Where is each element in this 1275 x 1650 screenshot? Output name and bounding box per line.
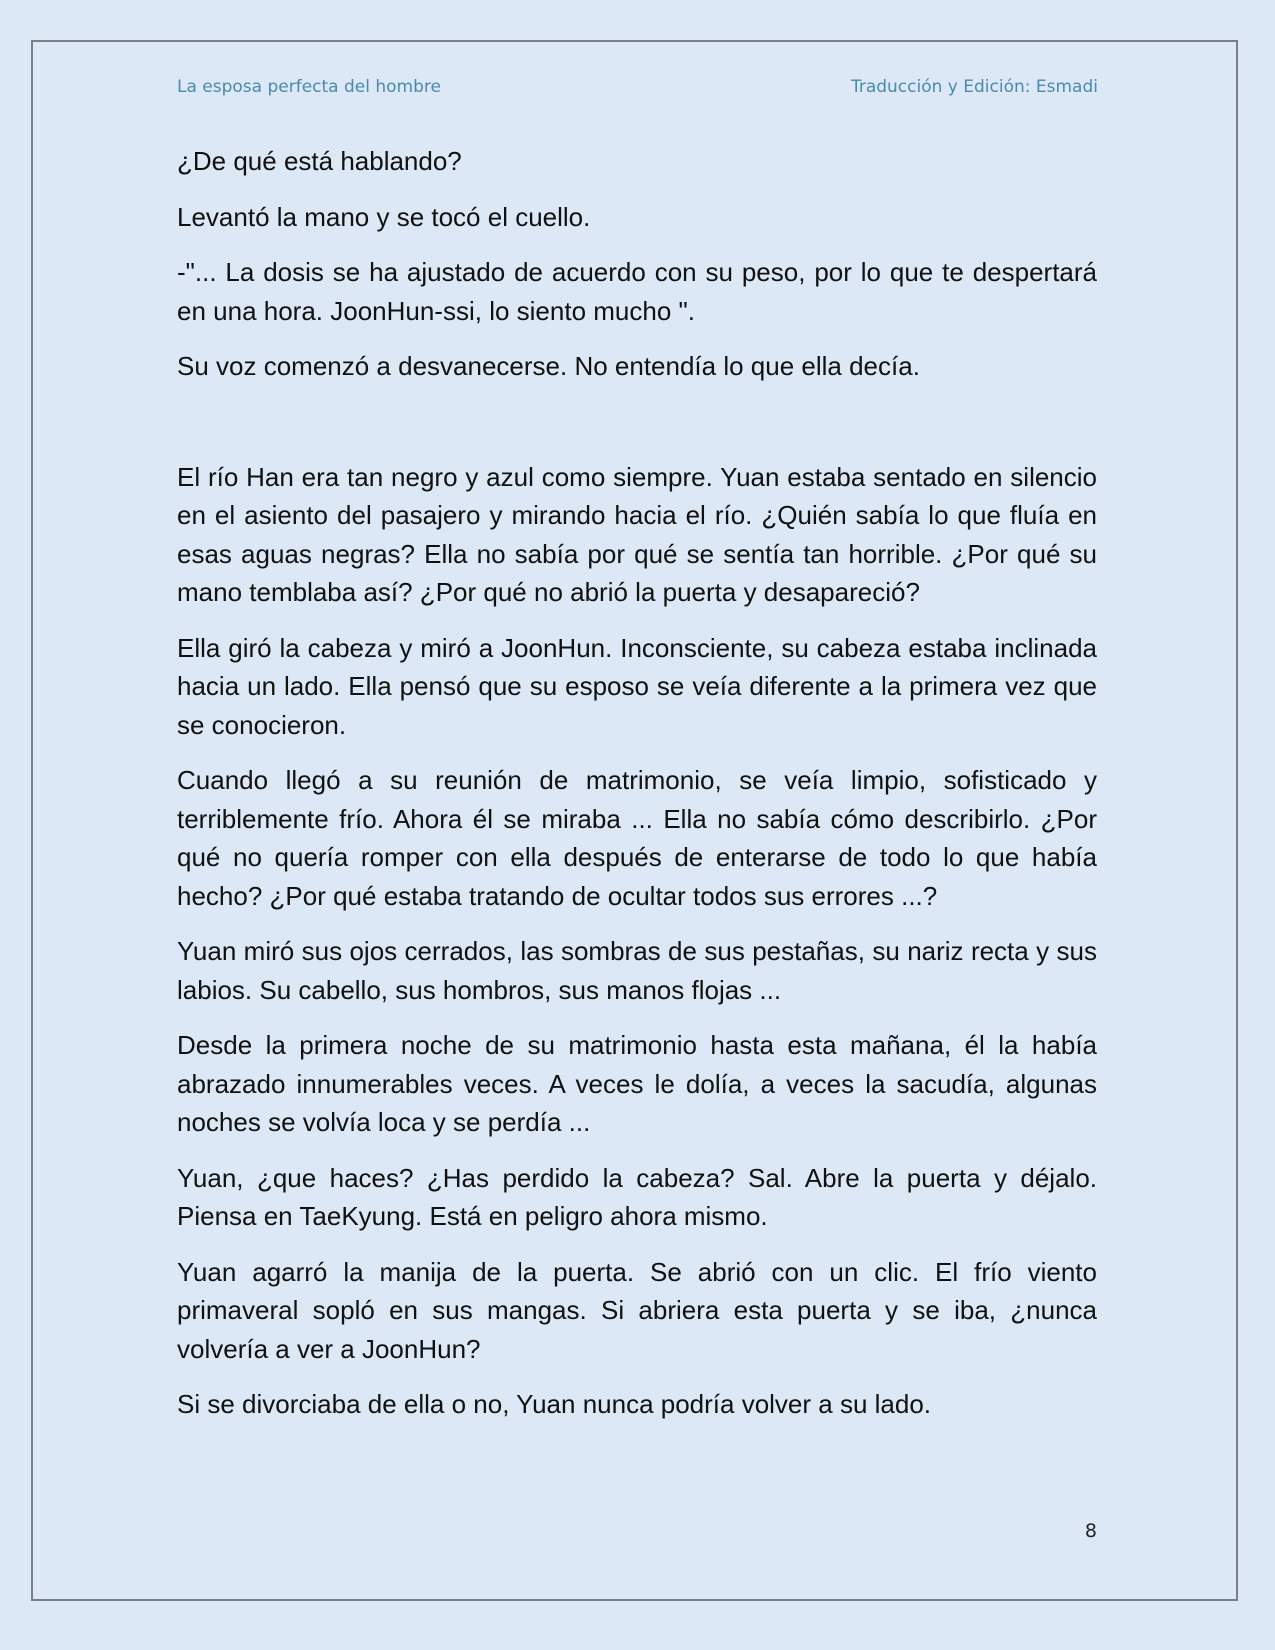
paragraph: Cuando llegó a su reunión de matrimonio, se veía limpio, sofisticado y terriblemente frío. Ahora él se miraba ... Ella no sabía cómo describirlo. ¿Por qué no quería romper con ella después de enterarse de todo lo que había hecho? ¿Por qué estaba tratando de ocultar todos sus errores ...? bbox=[177, 765, 1097, 911]
header-book-title: La esposa perfecta del hombre bbox=[177, 77, 441, 97]
section-break bbox=[177, 403, 1097, 458]
page-number: 8 bbox=[1084, 1520, 1097, 1542]
paragraph: Su voz comenzó a desvanecerse. No entendía lo que ella decía. bbox=[177, 351, 920, 381]
paragraph: ¿De qué está hablando? bbox=[177, 146, 462, 176]
paragraph: Yuan miró sus ojos cerrados, las sombras de sus pestañas, su nariz recta y sus labios. Su cabello, sus hombros, sus manos flojas ... bbox=[177, 936, 1097, 1005]
paragraph: Ella giró la cabeza y miró a JoonHun. Inconsciente, su cabeza estaba inclinada hacia un lado. Ella pensó que su esposo se veía diferente a la primera vez que se conocieron. bbox=[177, 632, 1097, 740]
page-header bbox=[177, 72, 1098, 102]
paragraph: Si se divorciaba de ella o no, Yuan nunca podría volver a su lado. bbox=[177, 1389, 932, 1419]
paragraph: Levantó la mano y se tocó el cuello. bbox=[177, 201, 591, 232]
paragraph: Yuan, ¿que haces? ¿Has perdido la cabeza? Sal. Abre la puerta y déjalo. Piensa en TaeKyung. Está en peligro ahora mismo. bbox=[177, 1162, 1097, 1231]
paragraph: -"... La dosis se ha ajustado de acuerdo con su peso, por lo que te despertará en una hora. JoonHun-ssi, lo siento mucho ". bbox=[177, 257, 1097, 326]
paragraph: Desde la primera noche de su matrimonio hasta esta mañana, él la había abrazado innumerables veces. A veces le dolía, a veces la sacudía, algunas noches se volvía loca y se perdía ... bbox=[177, 1030, 1097, 1137]
paragraph: El río Han era tan negro y azul como siempre. Yuan estaba sentado en silencio en el asiento del pasajero y mirando hacia el río. ¿Quién sabía lo que fluía en esas aguas negras? Ella no sabía por qué se sentía tan horrible. ¿Por qué su mano temblaba así? ¿Por qué no abrió la puerta y desapareció? bbox=[177, 461, 1097, 607]
header-credits: Traducción y Edición: Esmadi bbox=[850, 77, 1098, 97]
document-body bbox=[177, 142, 1097, 1441]
paragraph: Yuan agarró la manija de la puerta. Se abrió con un clic. El frío viento primaveral sopló en sus mangas. Si abriera esta puerta y se iba, ¿nunca volvería a ver a JoonHun? bbox=[177, 1256, 1097, 1364]
